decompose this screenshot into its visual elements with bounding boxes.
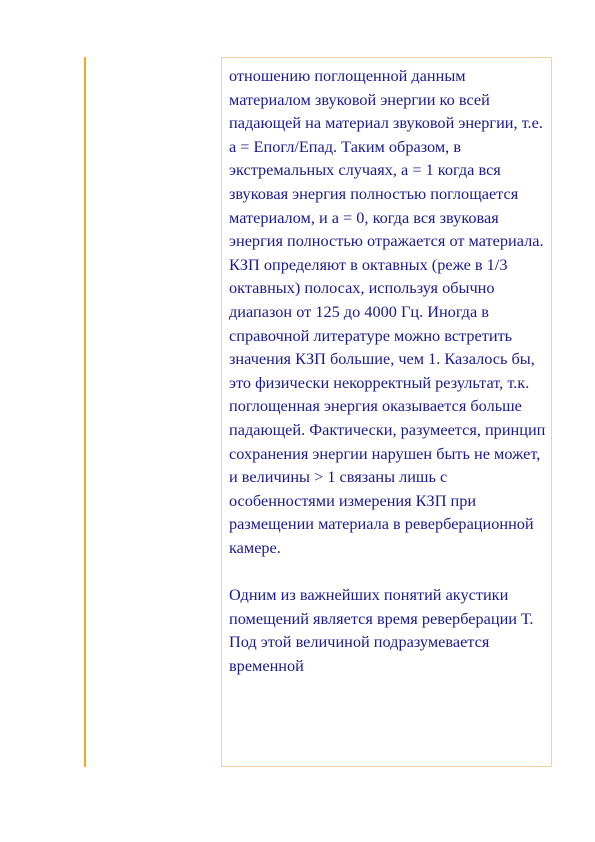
margin-rule xyxy=(84,57,86,767)
body-paragraph-1: отношению поглощенной данным материалом звуковой энергии ко всей падающей на материал звуковой энергии, т.е. а = Епогл/Епад. Таким образом, в экстремальных случаях, а = 1 когда вся звуковая энергия полностью поглощается материалом, и а = 0, когда вся звуковая энергия полностью отражается от материала. КЗП определяют в октавных (реже в 1/3 октавных) полосах, используя обычно диапазон от 125 до 4000 Гц. Иногда в справочной литературе можно встретить значения КЗП большие, чем 1. Казалось бы, это физически некорректный результат, т.к. поглощенная энергия оказывается больше падающей. Фактически, разумеется, принцип сохранения энергии нарушен быть не может, и величины > 1 связаны лишь с особенностями измерения КЗП при размещении материала в реверберационной камере. xyxy=(229,66,546,557)
paragraph-gap xyxy=(229,559,547,583)
body-paragraph-2: Одним из важнейших понятий акустики помещений является время реверберации Т. Под этой величиной подразумевается временной xyxy=(229,585,534,675)
text-frame xyxy=(221,57,552,767)
